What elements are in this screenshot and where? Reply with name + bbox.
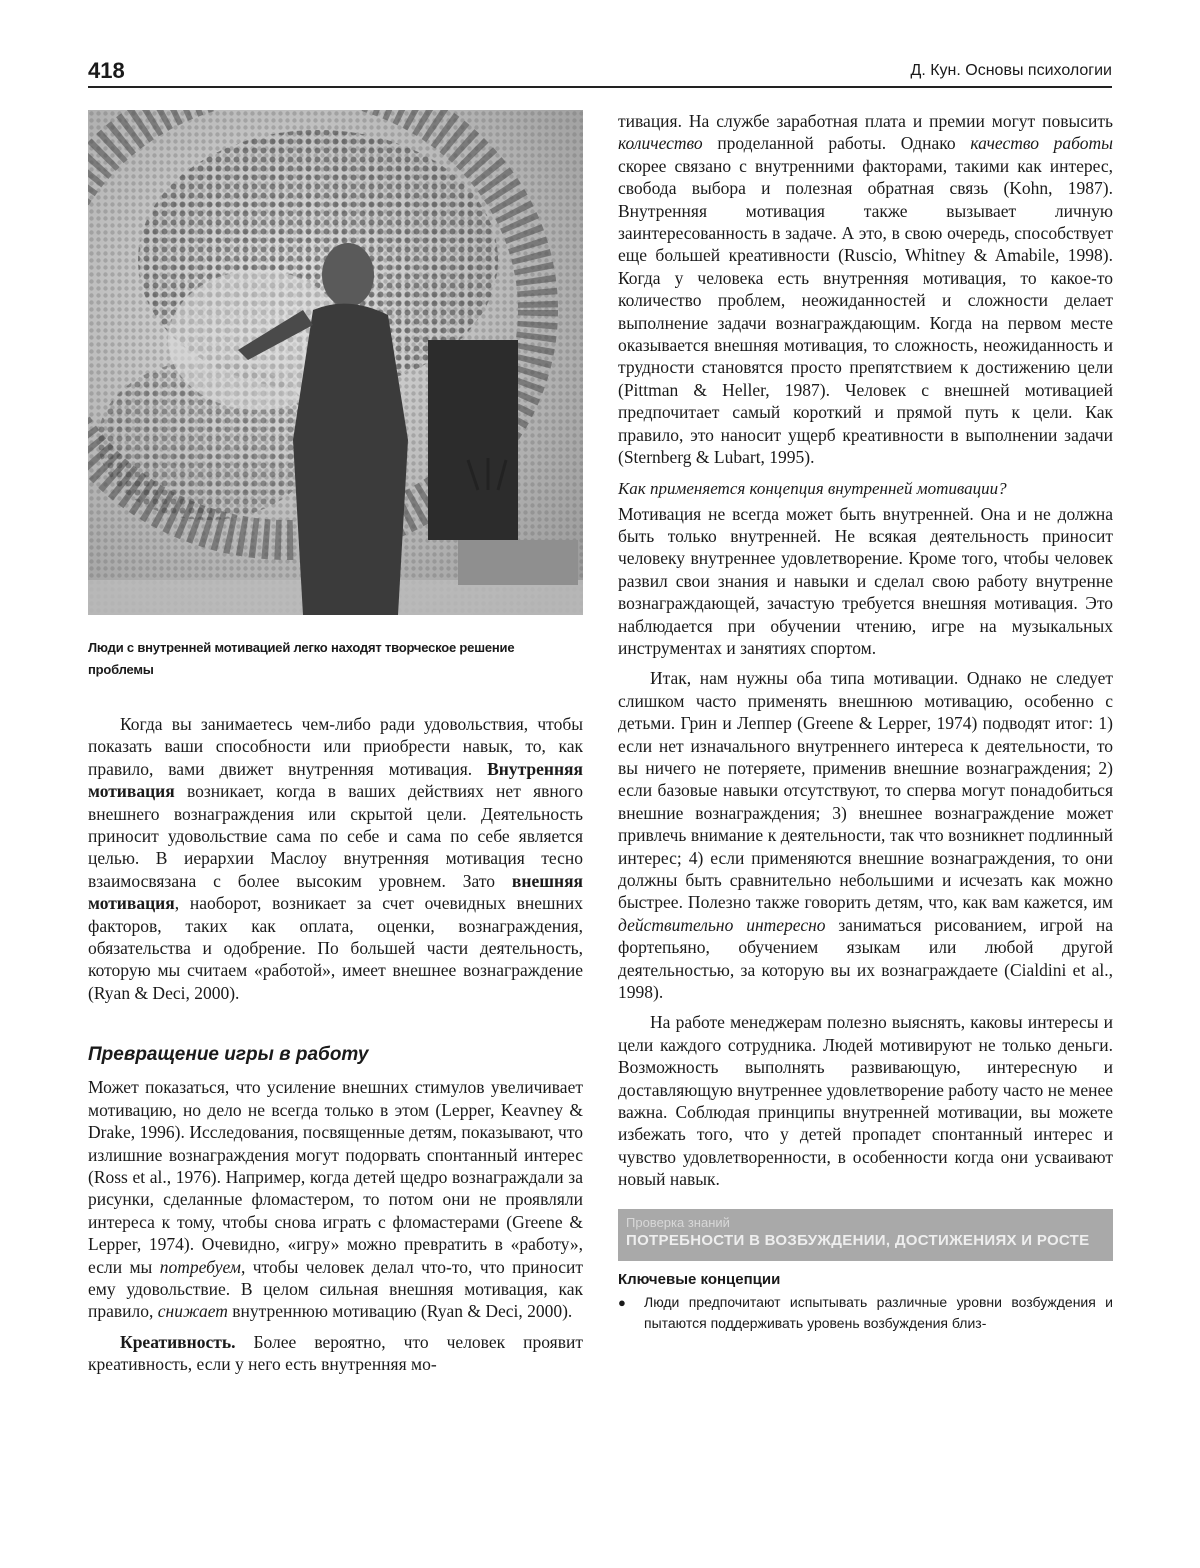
emphasis: качество работы <box>970 133 1113 154</box>
running-head: Д. Кун. Основы психологии <box>910 62 1112 79</box>
bullet-icon: ● <box>618 1294 626 1310</box>
list-item <box>618 1292 1113 1334</box>
paragraph <box>618 503 1113 660</box>
text-run: Может показаться, что усиление внешних стимулов увеличивает мотивацию, но дело не всегда только в этом (Lepper, Keavney & Drake, 1996). Исследования, посвященные детям, показывают, что излишние вознаграждения могут подорвать спонтанный интерес (Ross et al., 1976). Например, когда детей щедро вознаграждали за рисунки, сделанные фломастером, то потом они не проявляли интереса к тому, чтобы снова играть с фломастерами (Greene & Lepper, 1974). Очевидно, «игру» можно превратить в «работу», если мы <box>88 1077 583 1277</box>
text-run: заниматься рисованием, игрой на фортепьяно, обучением языкам или любой другой деятельностью, за которую вы их вознаграждаете (Cialdini et al., 1998). <box>618 914 1113 1003</box>
text-run: Когда вы занимаетесь чем-либо ради удовольствия, чтобы показать ваши способности или приобрести навык, то, как правило, вами движет внутренняя мотивация. <box>88 714 583 779</box>
text-run: скорее связано с внутренними факторами, такими как интерес, свобода выбора и полезная обратная связь (Kohn, 1987). Внутренняя мотивация также вызывает личную заинтересованность в задаче. А это, в свою очередь, способствует еще большей креативности (Ruscio, Whitney & Amabile, 1998). Когда у человека есть внутренняя мотивация, то какое-то количество проблем, неожиданностей и сложности делает выполнение задачи вознаграждающим. Когда на первом месте оказывается внешняя мотивация, то сложность, неожиданность и трудности становятся просто препятствием к достижению цели (Pittman & Heller, 1987). Человек с внешней мотивацией предпочитает самый короткий и прямой путь к цели. Как правило, это наносит ущерб креативности в выполнении задачи (Sternberg & Lubart, 1995). <box>618 155 1113 468</box>
review-label: Проверка знаний <box>626 1214 730 1230</box>
emphasis: действительно интересно <box>618 914 826 935</box>
text-run: проделанной работы. Однако <box>702 133 971 154</box>
key-concepts-heading: Ключевые концепции <box>618 1270 781 1288</box>
text-run: возникает, когда в ваших действиях нет явного внешнего вознаграждения или скрытой цели. Деятельность приносит удовольствие сама по себе и сама по себе является целью. В иерархии Маслоу внутренняя мотивация тесно взаимосвязана с более высоким уровнем. Зато <box>88 781 583 891</box>
section-heading: Превращение игры в работу <box>88 1044 369 1066</box>
question-heading: Как применяется концепция внутренней мотивации? <box>618 478 1007 498</box>
header-rule <box>88 86 1112 88</box>
text-run: Итак, нам нужны оба типа мотивации. Однако не следует слишком часто применять внешнюю мотивацию, особенно с детьми. Грин и Леппер (Greene & Lepper, 1974) подводят итог: 1) если нет изначального внутреннего интереса к деятельности, то вы ничего не потеряете, применив внешние вознаграждения; 2) если базовые навыки отсутствуют, то сперва могут понадобиться внешние вознаграждения; 3) внешнее вознаграждение может привлечь внимание к деятельности, так что возникнет подлинный интерес; 4) если применяются внешние вознаграждения, то они должны быть сравнительно небольшими и исчезать как можно быстрее. Полезно также говорить детям, что, как вам кажется, им <box>618 668 1113 913</box>
review-box <box>618 1209 1113 1261</box>
page-number: 418 <box>88 58 125 83</box>
paragraph <box>88 1331 583 1376</box>
review-title: ПОТРЕБНОСТИ В ВОЗБУЖДЕНИИ, ДОСТИЖЕНИЯХ И РОСТЕ <box>626 1231 1090 1249</box>
text-run: Более вероятно, что человек проявит креативность, если у него есть внутренняя мо- <box>88 1331 583 1375</box>
text-run: , чтобы человек делал что-то, что приносит ему удовольствие. В целом сильная внешняя мотивация, как правило, <box>88 1256 583 1322</box>
bold-term: Креативность. <box>120 1331 236 1352</box>
list-item-text: Люди предпочитают испытывать различные уровни возбуждения и пытаются поддерживать уровень возбуждения близ- <box>644 1293 1113 1331</box>
paragraph <box>618 110 1113 469</box>
text-run: На работе менеджерам полезно выяснять, каковы интересы и цели каждого сотрудника. Людей мотивируют не только деньги. Возможность выполнять развивающую, интересную и доставляющую внутреннее удовлетворение работу часто не менее важна. Соблюдая принципы внутренней мотивации, вы можете избежать того, что у детей пропадет спонтанный интерес и чувство удовлетворенности, в особенности когда они усваивают новый навык. <box>618 1012 1113 1190</box>
figure-photo <box>88 110 583 615</box>
text-run: внутреннюю мотивацию (Ryan & Deci, 2000). <box>227 1301 573 1322</box>
text-run: , наоборот, возникает за счет очевидных внешних факторов, таких как оплата, оценки, вознаграждения, обязательства и одобрение. По большей части деятельность, которую мы считаем «работой», имеет внешнее вознаграждение (Ryan & Deci, 2000). <box>88 893 583 1003</box>
artist-painting-mural-image <box>88 110 583 615</box>
emphasis: потребуем <box>159 1256 241 1277</box>
emphasis: количество <box>618 133 703 154</box>
paragraph <box>88 713 583 1004</box>
paragraph <box>618 667 1113 1003</box>
paragraph <box>618 1011 1113 1190</box>
figure-caption: Люди с внутренней мотивацией легко находят творческое решение проблемы <box>88 640 515 677</box>
right-column <box>618 110 1113 1334</box>
paragraph <box>88 1076 583 1322</box>
text-run: тивация. На службе заработная плата и премии могут повысить <box>618 111 1113 131</box>
page-header <box>88 58 1112 90</box>
bold-term: внешняя мотивация <box>88 870 583 914</box>
emphasis: снижает <box>157 1301 228 1322</box>
text-run: Мотивация не всегда может быть внутренней. Она и не должна быть только внутренней. Не всякая деятельность приносит человеку внутреннее удовлетворение. Кроме того, чтобы человек развил свои знания и навыки и сделал свою работу внутренне вознаграждающей, зачастую требуется внешняя мотивация. Это наблюдается при обучении чтению, игре на музыкальных инструментах и занятиях спортом. <box>618 503 1113 658</box>
left-column <box>88 110 583 1376</box>
bold-term: Внутренняя мотивация <box>88 758 583 802</box>
